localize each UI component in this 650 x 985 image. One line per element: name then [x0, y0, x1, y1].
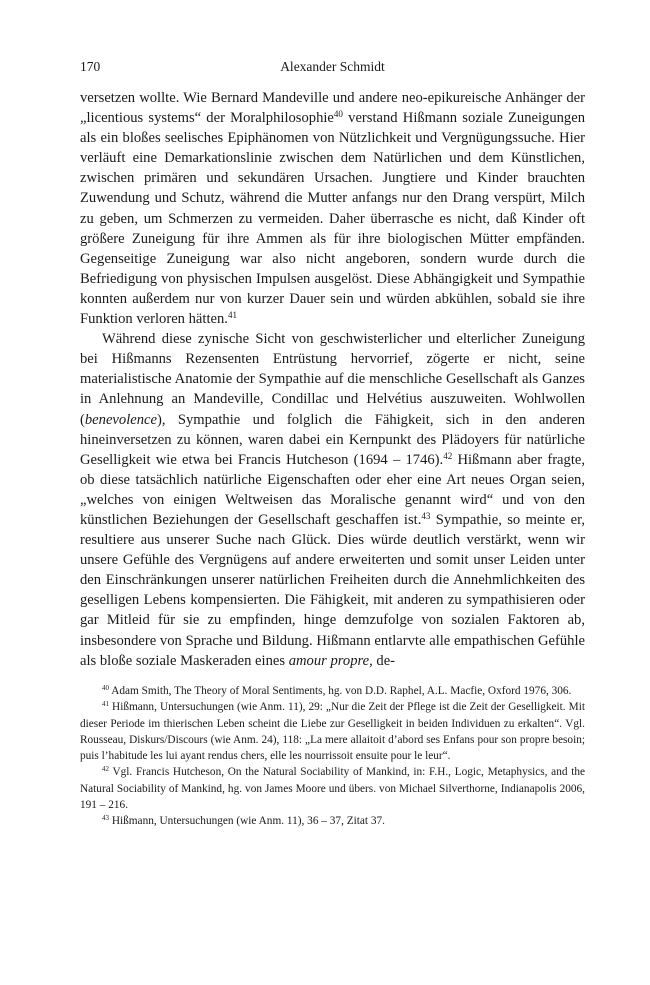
italic-term-benevolence: benevolence: [84, 411, 157, 428]
paragraph-2-text-e: , de-: [369, 652, 396, 669]
paragraph-2-text-d: Sympathie, so meinte er, resultiere aus unserer Suche nach Glück. Dies würde deutlich verstärkt, wenn wir unsere Gefühle des Vergnügens auf andere erweiterten und somit unser Leiden unter den Einschränkungen unserer natürlichen Freiheiten durch die Annehmlichkeiten des geselligen Lebens kompensierten. Die Fähigkeit, mit anderen zu sympathisieren oder gar Mitleid für sie zu empfinden, hinge demzufolge von sozialen Faktoren ab, insbesondere von Sprache und Bildung. Hißmann entlarvte alle empathischen Gefühle als bloße soziale Maskeraden eines: [80, 511, 585, 669]
footnotes: [80, 683, 585, 830]
footnote-number: 43: [102, 814, 109, 823]
footnote-42: [80, 764, 585, 813]
paragraph-2: [80, 329, 585, 671]
paragraph-1: [80, 88, 585, 329]
paragraph-2-text-b: ), Sympathie und folglich die Fähigkeit, sich in den anderen hineinversetzen zu können, waren dabei ein Kernpunkt des Plädoyers für natürliche Geselligkeit wie etwa bei Francis Hutcheson (1694 – 1746).: [80, 411, 585, 468]
footnote-text: Vgl. Francis Hutcheson, On the Natural Sociability of Mankind, in: F.H., Logic, Metaphysics, and the Natural Sociability of Mankind, hg. von James Moore und übers. von Michael Silverthorne, Indianapolis 2006, 191 – 216.: [80, 766, 585, 812]
page-header: [80, 58, 585, 76]
page-number: 170: [80, 59, 101, 74]
footnote-text: Adam Smith, The Theory of Moral Sentiments, hg. von D.D. Raphel, A.L. Macfie, Oxford 1976, 306.: [109, 685, 572, 697]
footnote-40: [80, 683, 585, 699]
main-text: [80, 88, 585, 671]
footnote-text: Hißmann, Untersuchungen (wie Anm. 11), 36 – 37, Zitat 37.: [109, 815, 385, 828]
italic-term-amour-propre: amour propre: [288, 652, 370, 669]
footnote-ref-41: 41: [227, 310, 237, 321]
paragraph-2-text-c: Hißmann aber fragte, ob diese tatsächlich natürliche Eigenschaften oder eher eine Art neues Organ seien, „welches von einigen Weltweisen das Moralische genannt wird“ und von den künstlichen Beziehungen der Gesellschaft geschaffen ist.: [80, 451, 586, 528]
paragraph-2-text-a: Während diese zynische Sicht von geschwisterlicher und elterlicher Zuneigung bei Hißmanns Rezensenten Entrüstung hervorrief, zögerte er nicht, seine materialistische Anatomie der Sympathie auf die menschliche Gesellschaft als Ganzes in Anlehnung an Mandeville, Condillac und Helvétius auszuweiten. Wohlwollen (: [80, 331, 585, 428]
footnote-ref-43: 43: [421, 511, 431, 521]
running-head: Alexander Schmidt: [280, 59, 385, 74]
footnote-ref-42: 42: [443, 450, 453, 461]
footnote-text: Hißmann, Untersuchungen (wie Anm. 11), 29: „Nur die Zeit der Pflege ist die Zeit der Geselligkeit. Mit dieser Periode im thierischen Leben scheint die Liebe zur Geselligkeit in beiden Individuen zu erkalten“. Vgl. Rousseau, Diskurs/Discours (wie Anm. 24), 118: „La mere allaitoit d’abord ses Enfans pour son propre besoin; puis l’habitude les lui ayant rendus chers, elle les nourrissoit ensuite pour le leur“.: [80, 701, 585, 763]
footnote-ref-40: 40: [333, 109, 343, 120]
paragraph-1-text-b: verstand Hißmann soziale Zuneigungen als ein bloßes seelisches Epiphänomen von Nützlichkeit und Vergnügungssuche. Hier verläuft eine Demarkationslinie zwischen dem Natürlichen und dem Künstlichen, zwischen primären und sekundären Ursachen. Jungtiere und Kinder brauchten Zuwendung und Schutz, während die Mutter anfangs nur den Drang verspürt, Milch zu geben, um Schmerzen zu vermeiden. Daher überrasche es nicht, daß Kinder oft größere Zuneigung für ihre Ammen als für ihre biologischen Mütter empfänden. Gegenseitige Zuneigung war also nicht angeboren, sondern wurde durch die Befriedigung von physischen Impulsen ausgelöst. Diese Abhängigkeit und Sympathie konnten außerdem nur von kurzer Dauer sein und würden abkühlen, sobald sie ihre Funktion verloren hätten.: [80, 110, 585, 328]
paragraph-1-text-a: versetzen wollte. Wie Bernard Mandeville und andere neo-epikureische Anhänger der „licentious systems“ der Moralphilosophie: [80, 90, 585, 127]
footnote-number: 42: [102, 765, 109, 774]
footnote-43: [80, 813, 585, 829]
footnote-number: 40: [102, 684, 109, 693]
footnote-number: 41: [102, 700, 109, 709]
footnote-41: [80, 699, 585, 764]
